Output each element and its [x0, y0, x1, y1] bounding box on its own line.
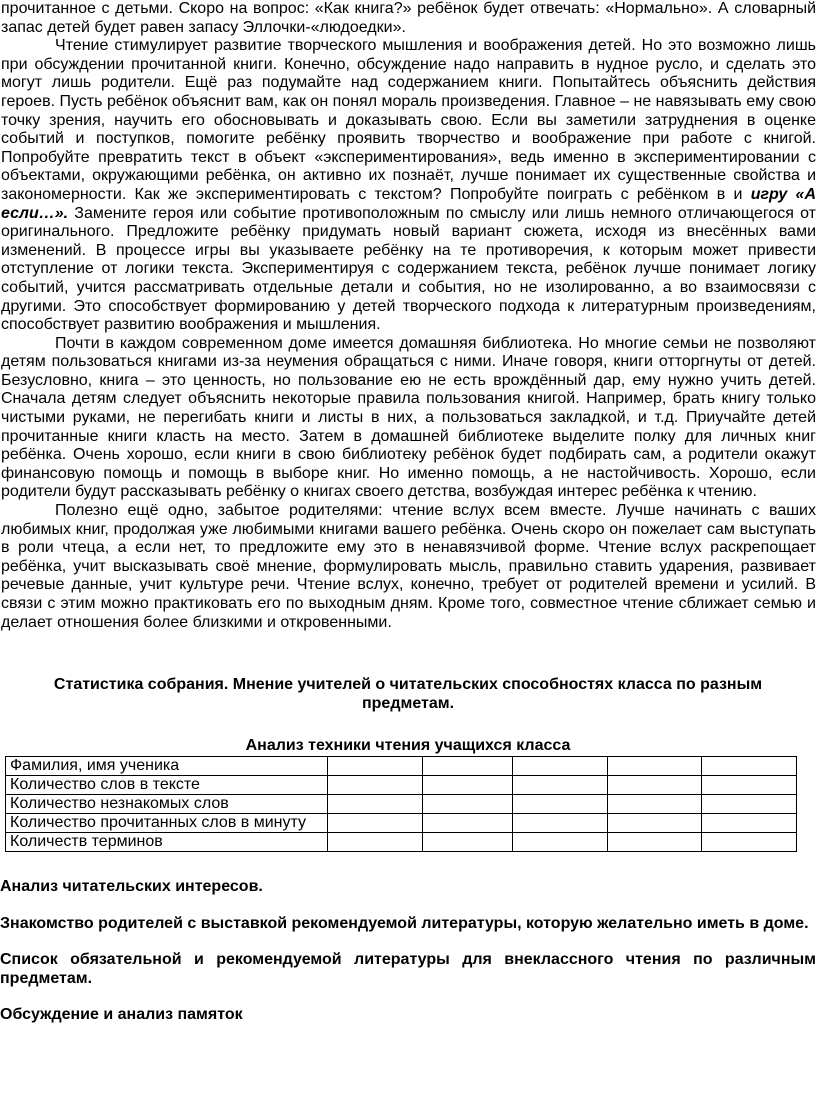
table-cell: [608, 813, 702, 832]
row-label: Количество незнакомых слов: [6, 794, 328, 813]
paragraph-part-a: Чтение стимулирует развитие творческого мышления и воображения детей. Но это возможно лишь при обсуждении прочитанной книги. Конечно, обсуждение надо направить в нудное русло, и сделать это могут лишь родители. Ещё раз подумайте над содержанием книги. Попытайтесь объяснить действия героев. Пусть ребёнок объяснит вам, как он понял мораль произведения. Главное – не навязывать ему свою точку зрения, научить его обосновывать и доказывать свою. Если вы заметили затруднения в оценке событий и поступков, помогите ребёнку проявить творчество и воображение при работе с книгой. Попробуйте превратить текст в объект «экспериментирования», ведь именно в экспериментировании с объектами, окружающими ребёнка, он активно их познаёт, лучше понимает их существенные свойства и закономерности. Как же экспериментировать с текстом? Попробуйте поиграть с ребёнком в и: [1, 37, 816, 203]
reading-technique-table: [5, 756, 797, 852]
table-cell: [513, 756, 608, 775]
table-cell: [328, 794, 423, 813]
table-cell: [328, 775, 423, 794]
table-cell: [423, 756, 513, 775]
table-cell: [423, 813, 513, 832]
table-cell: [702, 794, 797, 813]
row-label: Количество слов в тексте: [6, 775, 328, 794]
table-row: [6, 794, 797, 813]
paragraph-part-b: Замените героя или событие противоположным по смыслу или лишь немного отличающегося от оригинального. Предложите ребёнку придумать новый вариант сюжета, исходя из внесённых вами изменений. В процессе игры вы указываете ребёнку на те противоречия, к которым может привести отступление от логики текста. Экспериментируя с содержанием текста, ребёнок лучше понимает логику событий, учится рассматривать отдельные детали и события, но не изолированно, а во взаимосвязи с другими. Это способствует формированию у детей творческого подхода к литературным произведениям, способствует развитию воображения и мышления.: [1, 204, 816, 334]
section-memo-discussion: Обсуждение и анализ памяток: [0, 1006, 243, 1024]
table-cell: [608, 794, 702, 813]
section-reading-list: Список обязательной и рекомендуемой литературы для внеклассного чтения по различным предметам.: [0, 951, 816, 987]
table-row: [6, 756, 797, 775]
table-cell: [423, 832, 513, 851]
row-label: Фамилия, имя ученика: [6, 756, 328, 775]
table-cell: [328, 813, 423, 832]
row-label: Количеств терминов: [6, 832, 328, 851]
table-cell: [423, 775, 513, 794]
table-row: [6, 813, 797, 832]
stats-heading: Статистика собрания. Мнение учителей о читательских способностях класса по разным предметам.: [53, 676, 763, 712]
table-cell: [608, 832, 702, 851]
table-cell: [702, 813, 797, 832]
row-label: Количество прочитанных слов в минуту: [6, 813, 328, 832]
table-cell: [513, 813, 608, 832]
table-row: [6, 775, 797, 794]
paragraph-reading-aloud: Полезно ещё одно, забытое родителями: чтение вслух всем вместе. Лучше начинать с ваших любимых книг, продолжая уже любимыми книгами вашего ребёнка. Очень скоро он пожелает сам выступать в роли чтеца, а если нет, то предложите ему это в ненавязчивой форме. Чтение вслух раскрепощает ребёнка, учит высказывать своё мнение, формулировать мысль, правильно ставить ударения, развивает речевые данные, учит культуре речи. Чтение вслух, конечно, требует от родителей времени и усилий. В связи с этим можно практиковать его по выходным дням. Кроме того, совместное чтение сближает семью и делает отношения более близкими и откровенными.: [1, 502, 816, 631]
table-cell: [423, 794, 513, 813]
paragraph-creative-thinking: [1, 37, 816, 335]
section-literature-exhibition: Знакомство родителей с выставкой рекомендуемой литературы, которую желательно иметь в доме.: [0, 914, 809, 932]
table-cell: [702, 756, 797, 775]
game-name: игру «А если…».: [1, 185, 816, 222]
table-cell: [702, 775, 797, 794]
table-cell: [702, 832, 797, 851]
table-cell: [513, 832, 608, 851]
table-cell: [513, 794, 608, 813]
table-cell: [328, 756, 423, 775]
table-cell: [608, 756, 702, 775]
technique-heading: Анализ техники чтения учащихся класса: [245, 737, 571, 755]
table-cell: [328, 832, 423, 851]
table-cell: [513, 775, 608, 794]
paragraph-home-library: Почти в каждом современном доме имеется домашняя библиотека. Но многие семьи не позволяют детям пользоваться книгами из-за неумения обращаться с ними. Иначе говоря, книги отторгнуты от детей. Безусловно, книга – это ценность, но пользование ею не есть врождённый дар, ему нужно учить детей. Сначала детям следует объяснить некоторые правила пользования книгой. Например, брать книгу только чистыми руками, не перегибать книги и листы в них, а пользоваться закладкой, и т.д. Приучайте детей прочитанные книги класть на место. Затем в домашней библиотеке выделите полку для личных книг ребёнка. Очень хорошо, если книги в свою библиотеку ребёнок будет подбирать сам, а родители окажут финансовую помощь и помощь в выборе книг. Но именно помощь, а не настойчивость. Хорошо, если родители будут рассказывать ребёнку о книгах своего детства, возбуждая интерес ребёнка к чтению.: [1, 334, 816, 501]
section-reading-interests: Анализ читательских интересов.: [0, 877, 263, 895]
paragraph-intro: прочитанное с детьми. Скоро на вопрос: «Как книга?» ребёнок будет отвечать: «Нормально». А словарный запас детей будет равен запасу Эллочки-«людоедки».: [1, 0, 816, 36]
table-cell: [608, 775, 702, 794]
table-row: [6, 832, 797, 851]
